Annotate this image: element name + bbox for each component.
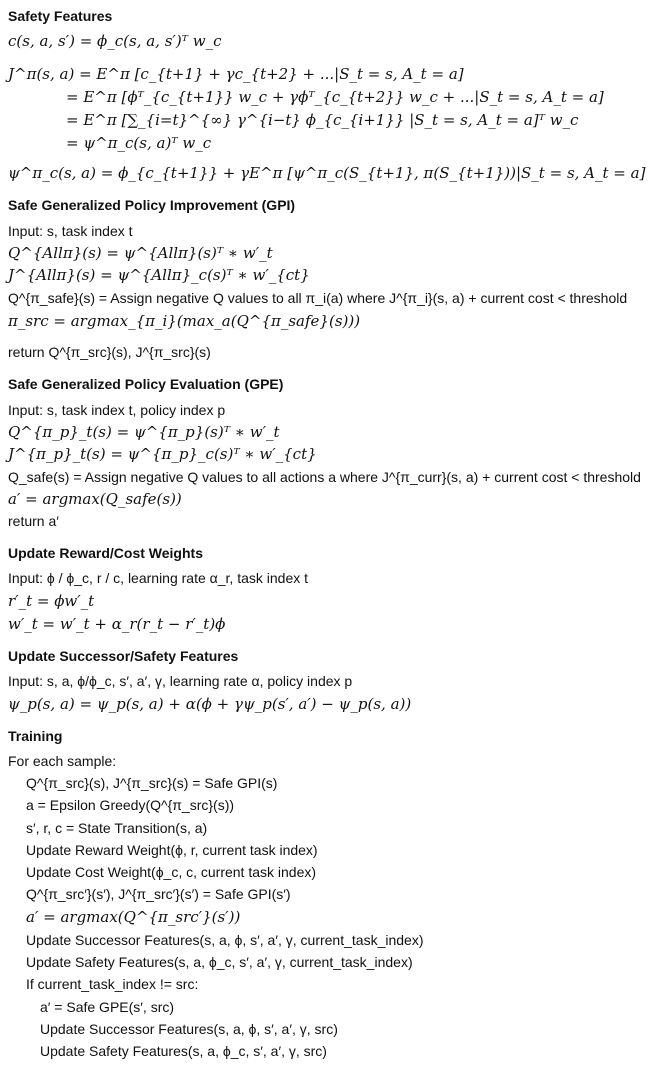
- training-line-update-successor: Update Successor Features(s, a, ϕ, s′, a′, γ, current_task_index): [26, 932, 424, 948]
- heading-training: Training: [8, 728, 63, 744]
- training-line-argmax-next: a′ = argmax(Q^{π_src′}(s′)): [26, 908, 241, 926]
- equation-safety-feature-bellman: ψ^π_c(s, a) = ϕ_{c_{t+1}} + γE^π [ψ^π_c(S_{t+1}, π(S_{t+1}))|S_t = s, A_t = a]: [8, 164, 646, 182]
- gpi-line-q-all: Q^{Allπ}(s) = ψ^{Allπ}(s)ᵀ ∗ w′_t: [8, 244, 273, 262]
- training-line-update-cost-weight: Update Cost Weight(ϕ_c, c, current task index): [26, 864, 317, 880]
- training-line-update-safety: Update Safety Features(s, a, ϕ_c, s′, a′, γ, current_task_index): [26, 954, 413, 970]
- equation-cost-value-step4: = ψ^π_c(s, a)ᵀ w_c: [66, 134, 212, 152]
- training-line-safe-gpi-next: Q^{π_src′}(s′), J^{π_src′}(s′) = Safe GPI(s′): [26, 886, 291, 902]
- equation-cost-value-step2: = E^π [ϕᵀ_{c_{t+1}} w_c + γϕᵀ_{c_{t+2}} w_c + ...|S_t = s, A_t = a]: [66, 88, 604, 106]
- gpi-line-pi-src: π_src = argmax_{π_i}(max_a(Q^{π_safe}(s))): [8, 312, 361, 330]
- gpe-line-argmax: a′ = argmax(Q_safe(s)): [8, 490, 182, 508]
- heading-update-reward-cost: Update Reward/Cost Weights: [8, 545, 203, 561]
- heading-safe-gpi: Safe Generalized Policy Improvement (GPI): [8, 197, 296, 213]
- training-line-state-transition: s′, r, c = State Transition(s, a): [26, 820, 208, 836]
- equation-cost-value: J^π(s, a) = E^π [c_{t+1} + γc_{t+2} + ...|S_t = s, A_t = a]: [8, 65, 464, 83]
- gpe-line-q-safe: Q_safe(s) = Assign negative Q values to all actions a where J^{π_curr}(s, a) + current cost < threshold: [8, 469, 641, 485]
- gpe-line-return: return a′: [8, 513, 59, 529]
- gpi-line-j-all: J^{Allπ}(s) = ψ^{Allπ}_c(s)ᵀ ∗ w′_{ct}: [8, 266, 310, 284]
- gpe-line-input: Input: s, task index t, policy index p: [8, 402, 226, 418]
- gpe-line-j-t: J^{π_p}_t(s) = ψ^{π_p}_c(s)ᵀ ∗ w′_{ct}: [8, 445, 317, 463]
- gpi-line-input: Input: s, task index t: [8, 223, 133, 239]
- training-line-update-safety-src: Update Safety Features(s, a, ϕ_c, s′, a′, γ, src): [40, 1043, 327, 1059]
- gpe-line-q-t: Q^{π_p}_t(s) = ψ^{π_p}(s)ᵀ ∗ w′_t: [8, 423, 280, 441]
- training-line-safe-gpe: a′ = Safe GPE(s′, src): [40, 999, 175, 1015]
- training-line-for-each: For each sample:: [8, 753, 117, 769]
- heading-safety-features: Safety Features: [8, 8, 113, 24]
- heading-safe-gpe: Safe Generalized Policy Evaluation (GPE): [8, 376, 284, 392]
- training-line-update-reward-weight: Update Reward Weight(ϕ, r, current task index): [26, 842, 318, 858]
- gpi-line-q-safe: Q^{π_safe}(s) = Assign negative Q values to all π_i(a) where J^{π_i}(s, a) + current cost < threshold: [8, 290, 628, 306]
- reward-line-update: w′_t = w′_t + α_r(r_t − r′_t)ϕ: [8, 615, 226, 633]
- training-line-epsilon-greedy: a = Epsilon Greedy(Q^{π_src}(s)): [26, 797, 235, 813]
- training-line-update-successor-src: Update Successor Features(s, a, ϕ, s′, a′, γ, src): [40, 1021, 338, 1037]
- successor-line-input: Input: s, a, ϕ/ϕ_c, s′, a′, γ, learning rate α, policy index p: [8, 673, 353, 689]
- reward-line-input: Input: ϕ / ϕ_c, r / c, learning rate α_r, task index t: [8, 570, 309, 586]
- training-line-if-src: If current_task_index != src:: [26, 976, 199, 992]
- equation-cost-value-step3: = E^π [∑_{i=t}^{∞} γ^{i−t} ϕ_{c_{i+1}} |S_t = s, A_t = a]ᵀ w_c: [66, 111, 579, 129]
- successor-line-update: ψ_p(s, a) = ψ_p(s, a) + α(ϕ + γψ_p(s′, a′) − ψ_p(s, a)): [8, 695, 412, 713]
- gpi-line-return: return Q^{π_src}(s), J^{π_src}(s): [8, 344, 211, 360]
- equation-cost-definition: c(s, a, s′) = ϕ_c(s, a, s′)ᵀ w_c: [8, 32, 222, 50]
- reward-line-predict: r′_t = ϕw′_t: [8, 592, 95, 610]
- heading-update-successor-safety: Update Successor/Safety Features: [8, 648, 239, 664]
- training-line-safe-gpi: Q^{π_src}(s), J^{π_src}(s) = Safe GPI(s): [26, 775, 278, 791]
